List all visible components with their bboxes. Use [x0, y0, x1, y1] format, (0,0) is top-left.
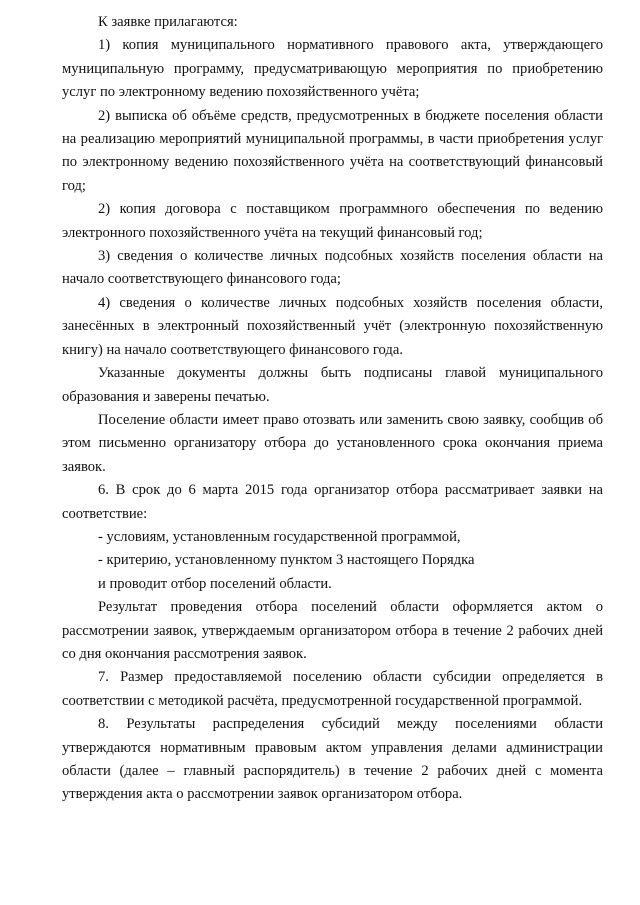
list-item-conditions: - условиям, установленным государственной программой, [98, 528, 461, 545]
paragraph-item-2-extract: 2) выписка об объёме средств, предусмотренных в бюджете поселения области на реализацию мероприятий муниципальной программы, в части приобретения услуг по электронному ведению похозяйственного учёта на соответствующий финансовый год; [62, 107, 603, 194]
paragraph-section-8: 8. Результаты распределения субсидий между поселениями области утверждаются нормативным правовым актом управления делами администрации области (далее – главный распорядитель) в течение 2 рабочих дней с момента утверждения акта о рассмотрении заявок организатором отбора. [62, 716, 603, 803]
paragraph-withdraw-right: Поселение области имеет право отозвать или заменить свою заявку, сообщив об этом письменно организатору отбора до установленного срока окончания приема заявок. [62, 411, 603, 475]
paragraph-selection-result: Результат проведения отбора поселений области оформляется актом о рассмотрении заявок, утверждаемым организатором отбора в течение 2 рабочих дней со дня окончания рассмотрения заявок. [62, 599, 603, 662]
attachments-heading: К заявке прилагаются: [98, 14, 238, 30]
list-item-criterion: - критерию, установленному пунктом 3 настоящего Порядка [98, 552, 475, 569]
paragraph-item-2-contract: 2) копия договора с поставщиком программного обеспечения по ведению электронного похозяйственного учёта на текущий финансовый год; [62, 201, 603, 241]
paragraph-section-7: 7. Размер предоставляемой поселению области субсидии определяется в соответствии с методикой расчёта, предусмотренной государственной программой. [62, 669, 603, 709]
paragraph-item-4: 4) сведения о количестве личных подсобных хозяйств поселения области, занесённых в электронный похозяйственный учёт (электронную похозяйственную книгу) на начало соответствующего финансового года. [62, 294, 603, 358]
paragraph-signature-requirement: Указанные документы должны быть подписаны главой муниципального образования и заверены печатью. [62, 365, 603, 405]
document-page [62, 11, 603, 807]
paragraph-selection: и проводит отбор поселений области. [98, 575, 332, 592]
paragraph-section-6: 6. В срок до 6 марта 2015 года организатор отбора рассматривает заявки на соответствие: [62, 482, 603, 522]
paragraph-item-3: 3) сведения о количестве личных подсобных хозяйств поселения области на начало соответствующего финансового года; [62, 248, 603, 288]
paragraph-item-1: 1) копия муниципального нормативного правового акта, утверждающего муниципальную программу, предусматривающую мероприятия по приобретению услуг по электронному ведению похозяйственного учёта; [62, 37, 603, 101]
